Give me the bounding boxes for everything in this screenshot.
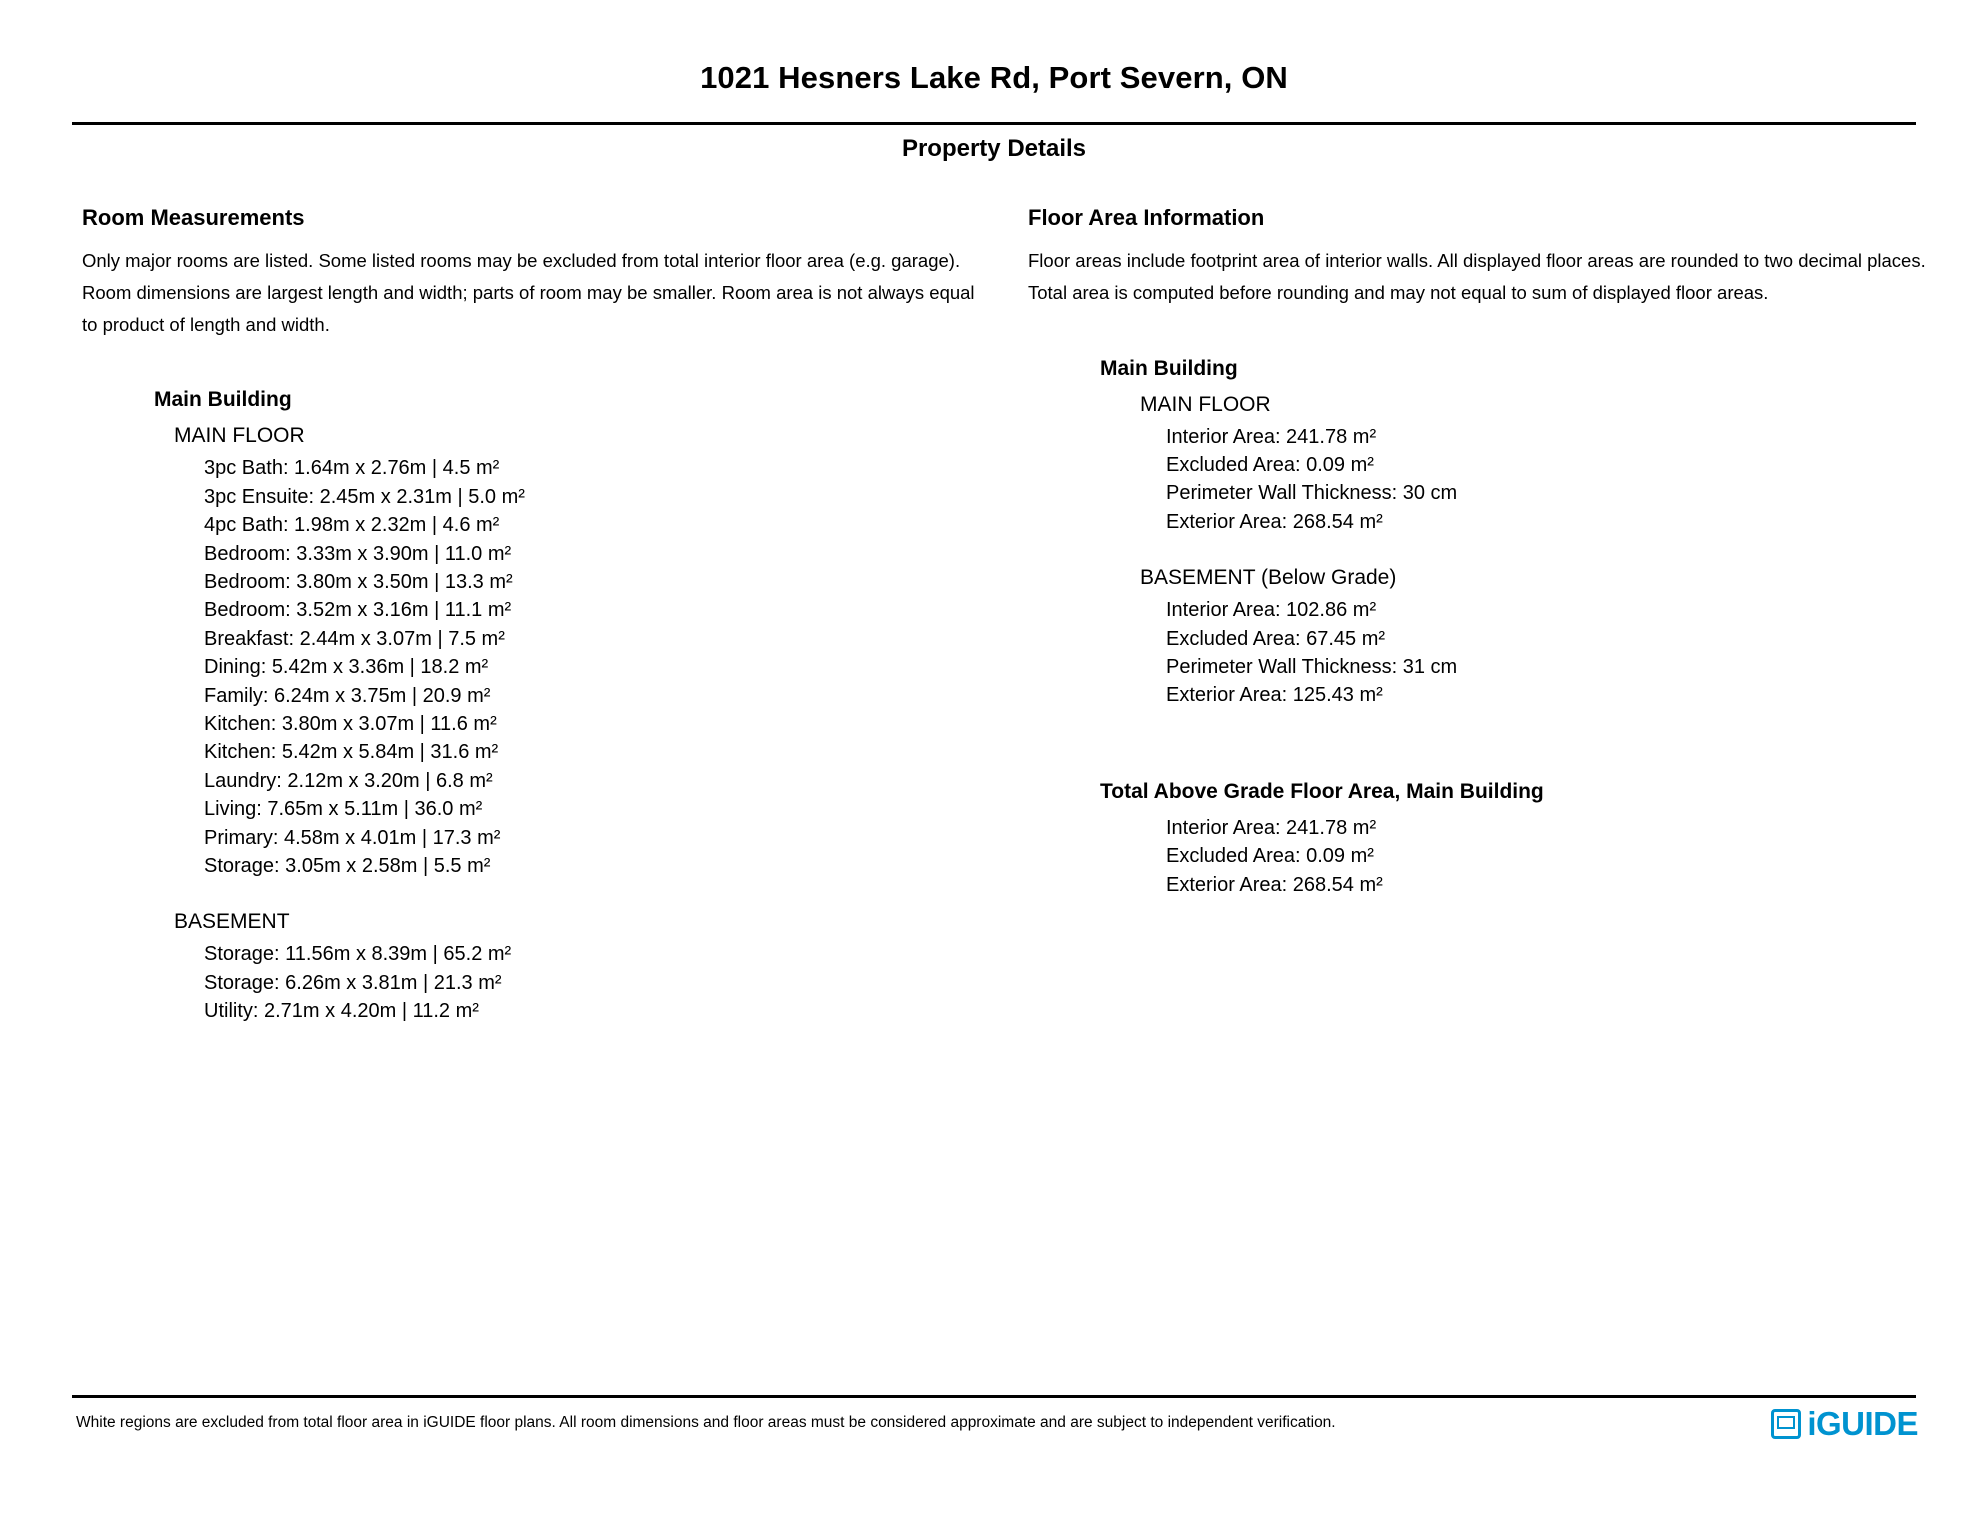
right-building-group <box>1028 357 1928 899</box>
left-floor-main <box>82 424 982 880</box>
list-item: Bedroom: 3.80m x 3.50m | 13.3 m² <box>204 571 513 593</box>
list-item: Primary: 4.58m x 4.01m | 17.3 m² <box>204 826 501 849</box>
list-item: Storage: 11.56m x 8.39m | 65.2 m² <box>204 943 512 966</box>
left-floor-name: BASEMENT <box>174 910 290 934</box>
right-floor-name: BASEMENT (Below Grade) <box>1140 566 1397 590</box>
right-floor-main <box>1028 393 1928 537</box>
list-item: Exterior Area: 125.43 m² <box>1166 684 1383 707</box>
left-building-label: Main Building <box>154 388 292 412</box>
iguide-mark-icon <box>1771 1409 1801 1439</box>
list-item: Excluded Area: 0.09 m² <box>1166 454 1374 477</box>
list-item: Excluded Area: 0.09 m² <box>1166 845 1374 868</box>
iguide-logo-text: iGUIDE <box>1807 1405 1918 1442</box>
list-item: Utility: 2.71m x 4.20m | 11.2 m² <box>204 1000 479 1023</box>
room-measurements-note: Only major rooms are listed. Some listed rooms may be excluded from total interior floor area (e.g. garage). Room dimensions are largest length and width; parts of room may be smaller. Room area is not always equal to product of length and width. <box>82 250 975 335</box>
total-above-grade-block <box>1028 780 1928 899</box>
list-item: Dining: 5.42m x 3.36m | 18.2 m² <box>204 656 489 679</box>
list-item: Laundry: 2.12m x 3.20m | 6.8 m² <box>204 769 493 792</box>
left-floor-name: MAIN FLOOR <box>174 424 305 448</box>
floor-area-note: Floor areas include footprint area of interior walls. All displayed floor areas are rounded to two decimal places. Total area is computed before rounding and may not equal to sum of displayed floor areas. <box>1028 250 1926 303</box>
list-item: Interior Area: 241.78 m² <box>1166 425 1377 448</box>
footer-disclaimer: White regions are excluded from total floor area in iGUIDE floor plans. All room dimensions and floor areas must be considered approximate and are subject to independent verification. <box>76 1414 1336 1431</box>
list-item: Interior Area: 241.78 m² <box>1166 816 1377 839</box>
list-item: Exterior Area: 268.54 m² <box>1166 873 1383 896</box>
iguide-logo <box>1771 1405 1918 1443</box>
list-item: Exterior Area: 268.54 m² <box>1166 510 1383 533</box>
left-floor-basement <box>82 910 982 1025</box>
room-measurements-heading: Room Measurements <box>82 205 305 230</box>
right-building-label: Main Building <box>1100 356 1238 380</box>
list-item: Kitchen: 3.80m x 3.07m | 11.6 m² <box>204 712 497 735</box>
left-building-group <box>82 388 982 1025</box>
list-item: Perimeter Wall Thickness: 31 cm <box>1166 655 1458 678</box>
list-item: Interior Area: 102.86 m² <box>1166 599 1377 622</box>
page-subtitle: Property Details <box>901 135 1087 162</box>
list-item: 4pc Bath: 1.98m x 2.32m | 4.6 m² <box>204 514 500 537</box>
list-item: Excluded Area: 67.45 m² <box>1166 627 1386 650</box>
list-item: Storage: 3.05m x 2.58m | 5.5 m² <box>204 854 491 877</box>
list-item: Bedroom: 3.33m x 3.90m | 11.0 m² <box>204 542 512 565</box>
footer-divider <box>72 1395 1916 1398</box>
page-title: 1021 Hesners Lake Rd, Port Severn, ON <box>700 60 1288 95</box>
list-item: 3pc Ensuite: 2.45m x 2.31m | 5.0 m² <box>204 485 525 508</box>
list-item: 3pc Bath: 1.64m x 2.76m | 4.5 m² <box>204 457 500 480</box>
total-area-title: Total Above Grade Floor Area, Main Building <box>1100 779 1544 803</box>
room-measurements-column <box>82 205 982 1055</box>
floor-area-heading: Floor Area Information <box>1028 205 1265 230</box>
list-item: Family: 6.24m x 3.75m | 20.9 m² <box>204 684 491 707</box>
list-item: Breakfast: 2.44m x 3.07m | 7.5 m² <box>204 627 505 650</box>
right-floor-basement <box>1028 566 1928 710</box>
spacer <box>1028 740 1928 780</box>
floor-area-information-column <box>1028 205 1928 929</box>
header-divider <box>72 122 1916 125</box>
list-item: Perimeter Wall Thickness: 30 cm <box>1166 482 1458 505</box>
list-item: Bedroom: 3.52m x 3.16m | 11.1 m² <box>204 599 512 622</box>
list-item: Living: 7.65m x 5.11m | 36.0 m² <box>204 798 483 821</box>
list-item: Storage: 6.26m x 3.81m | 21.3 m² <box>204 971 502 994</box>
right-floor-name: MAIN FLOOR <box>1140 392 1271 416</box>
list-item: Kitchen: 5.42m x 5.84m | 31.6 m² <box>204 741 499 764</box>
